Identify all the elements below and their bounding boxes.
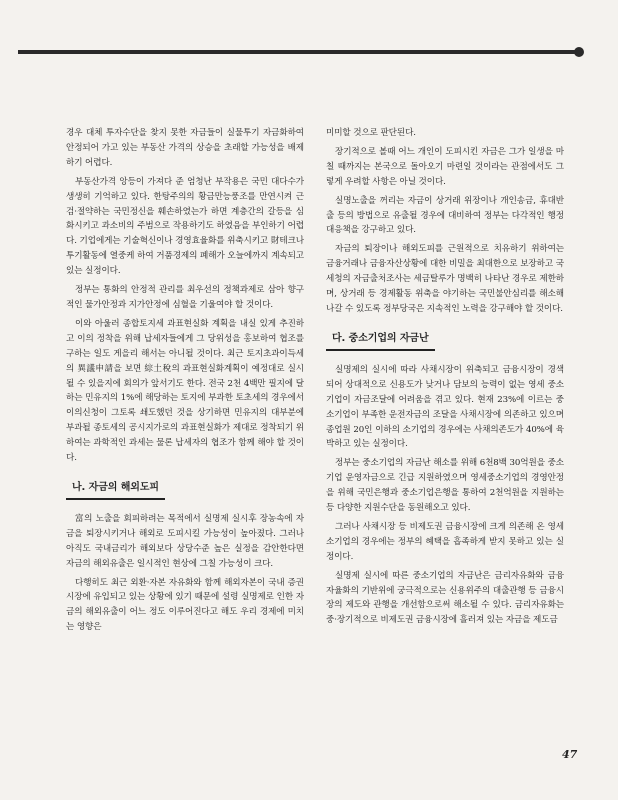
paragraph: 富의 노출을 회피하려는 목적에서 실명제 실시후 장농속에 자금을 퇴장시키거나 해외로 도피시킬 가능성이 높아졌다. 그러나 아직도 국내금리가 해외보다 상당수준 높은 실정을 감안한다면 자금의 해외유출은 일시적인 현상에 그칠 가능성이 크다.	[66, 513, 304, 569]
paragraph: 미미할 것으로 판단된다.	[326, 128, 416, 138]
paragraph: 실명제 실시에 따른 중소기업의 자금난은 금리자유화와 금융자율화의 기반위에 궁극적으로는 신용위주의 대출관행 등 금융시장의 제도와 관행을 개선함으로써 해소될 수 있다. 금리자유화는 중·장기적으로 비제도권 금융시장에 흘러져 있는 자금을 제도금	[326, 570, 564, 626]
section-heading-wrap	[66, 480, 304, 500]
paragraph: 장기적으로 볼때 어느 개인이 도피시킨 자금은 그가 일생을 마칠 때까지는 본국으로 돌아오기 마련일 것이라는 관점에서도 그렇게 우려할 사항은 아닐 것이다.	[326, 146, 564, 187]
paragraph: 정부는 통화의 안정적 관리를 최우선의 정책과제로 삼아 향구적인 물가안정과 지가안정에 심혈을 기울여야 할 것이다.	[66, 285, 304, 310]
paragraph: 자금의 퇴장이나 해외도피를 근원적으로 치유하기 위하여는 금융거래나 금융자산상황에 대한 비밀을 최대한으로 보장하고 국세청의 자금출처조사는 세금탈루가 명백히 나타난 경우로 제한하며, 상거래 등 경제활동 위축을 야기하는 국민불안심리를 해소해 나갈 수 있도록 정부당국은 지속적인 노력을 강구해야 할 것이다.	[326, 244, 564, 314]
left-column	[66, 126, 304, 639]
section-heading-wrap	[326, 331, 564, 351]
paragraph: 부동산가격 앙등이 가져다 준 엄청난 부작용은 국민 대다수가 생생히 기억하고 있다. 한탕주의의 황금만능풍조를 만연시켜 근검·절약하는 국민정신을 훼손하였는가 하면 계층간의 갈등을 심화시키고 과소비의 주범으로 작용하기도 하였음을 부인하기 어렵다. 기업에게는 기술혁신이나 경영효율화를 위축시키고 財테크나 투기활동에 열중케 하여 거품경제의 폐해가 오늘에까지 계속되고 있는 실정이다.	[66, 176, 304, 277]
section-heading: 나. 자금의 해외도피	[66, 480, 165, 500]
paragraph: 정부는 중소기업의 자금난 해소를 위해 6천8백 30억원을 중소기업 운영자금으로 긴급 지원하였으며 영세중소기업의 경영안정을 위해 국민은행과 중소기업은행을 통하여 2천억원을 지원하는 등 다양한 지원수단을 동원해오고 있다.	[326, 458, 564, 514]
paragraph: 다행히도 최근 외환·자본 자유화와 함께 해외자본이 국내 증권시장에 유입되고 있는 상황에 있기 때문에 설령 실명제로 인한 자금의 해외유출이 어느 정도 이루어진다고 해도 우리 경제에 미치는 영향은	[66, 577, 304, 633]
paragraph: 실명제의 실시에 따라 사채시장이 위축되고 금융시장이 경색되어 상대적으로 신용도가 낮거나 담보의 능력이 없는 영세 중소기업이 자금조달에 어려움을 겪고 있다. 현재 23%에 이르는 중소기업이 부족한 운전자금의 조달을 사채시장에 의존하고 있으며 종업원 20인 이하의 소기업의 경우에는 사채의존도가 40%에 육박하고 있는 실정이다.	[326, 364, 564, 450]
page-number: 47	[562, 748, 578, 761]
paragraph: 그러나 사채시장 등 비제도권 금융시장에 크게 의존해 온 영세소기업의 경우에는 정부의 혜택을 흡족하게 받지 못하고 있는 실정이다.	[326, 521, 564, 562]
paragraph: 경우 대체 투자수단을 찾지 못한 자금들이 실물투기 자금화하여 안정되어 가고 있는 부동산 가격의 상승을 초래할 가능성을 배제하기 어렵다.	[66, 128, 304, 168]
paragraph: 실명노출을 꺼리는 자금이 상거래 위장이나 개인송금, 휴대반출 등의 방법으로 유출될 경우에 대비하여 정부는 다각적인 행정대응책을 강구하고 있다.	[326, 195, 564, 236]
right-column	[326, 126, 564, 632]
paragraph: 이와 아울러 종합토지세 과표현실화 계획을 내실 있게 추진하고 이의 정착을 위해 납세자들에게 그 당위성을 홍보하여 협조를 구하는 일도 게을리 해서는 아니될 것이다. 최근 토지초과이득세의 異議申請을 보면 綜土稅의 과표현실화계획이 예정대로 실시될 수 있을지에 회의가 앞서기도 한다. 전국 2천 4백만 필지에 달하는 민유지의 1%에 해당하는 토지에 부과한 토초세의 경우에서 이의신청이 그토록 쇄도했던 것을 상기하면 민유지의 대부분에 부과될 종토세의 공시지가로의 과표현실화가 제대로 정착되기 위하여는 과학적인 과세는 물론 납세자의 협조가 함께 해야 할 것이다.	[66, 318, 304, 464]
section-heading: 다. 중소기업의 자금난	[326, 331, 435, 351]
top-rule	[18, 50, 578, 54]
